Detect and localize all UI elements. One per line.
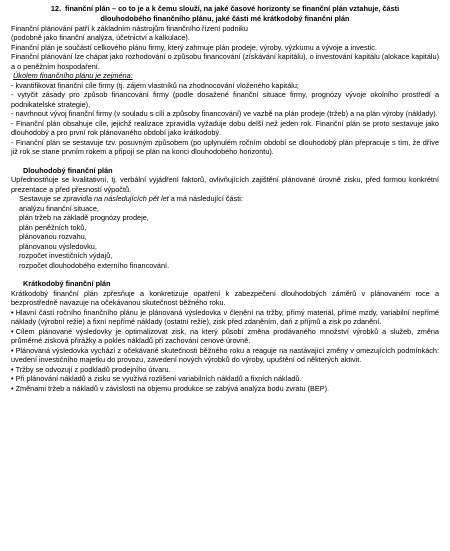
long-term-part: analýzu finanční situace, (19, 203, 99, 213)
heading-line-2: dlouhodobého finančního plánu, jaké části mé krátkodobý finanční plán (100, 13, 350, 23)
long-term-part: rozpočet dlouhodobého externího financování. (19, 260, 170, 270)
short-term-bullet: • Při plánování nákladů a zisku se využívá rozlišení variabilních nákladů a fixních nákladů. (11, 374, 302, 384)
task-item: - Finanční plán se sestavuje tzv. posuvným způsobem (po uplynulém ročním období se dlouhodobý plán přepracuje s tím, že dříve již rok se stane prvním rokem a připojí se plán na konci dlouhodobého horizontu). (11, 137, 439, 157)
short-term-intro: Krátkodobý finanční plán zpřesňuje a konkretizuje opatření k zabezpečení dlouhodobých záměrů v plánovaném roce a bezprostředně navazuje na očekávanou skutečnost běžného roku. (11, 288, 439, 308)
tasks-title: Úkolem finančního plánu je zejména: (13, 71, 133, 81)
task-item: - kvantifikovat finanční cíle firmy (tj. zájem vlastníků na zhodnocování vloženého kapitálu; (11, 80, 299, 90)
question-heading (11, 4, 439, 24)
long-term-plan-title: Dlouhodobý finanční plán (23, 165, 113, 175)
short-term-bullet: • Cílem plánované výsledovky je optimalizovat zisk, na který působí změna prodávaného množství výrobků a služeb, změna průměrné zisková přirážky a pokles nákladů při zachování cenové úrovně. (11, 326, 439, 346)
bullet-icon: • (11, 326, 14, 336)
bullet-icon: • (11, 383, 14, 393)
long-term-part: plán tržeb na základě prognózy prodeje, (19, 213, 149, 223)
bullet-icon: • (11, 374, 14, 384)
task-item: - vytyčit zásady pro způsob financování firmy (podle dosažené finanční situace firmy, prognózy vývoje okolního prostředí a podnikatelské strategie), (11, 90, 439, 109)
long-term-part: plán peněžních toků, (19, 222, 87, 232)
short-term-bullet: • Hlavní částí ročního finančního plánu je plánovaná výsledovka v členění na tržby, přímý materiál, přímé mzdy, variabilní nepřímé náklady (výrobní režie) a fixní nepřímé náklady (ostatní režie), zisk před zdaněním, daň z příjmů a zisk po zdanění. (11, 307, 439, 327)
bullet-icon: • (11, 364, 14, 374)
bullet-icon: • (11, 345, 14, 355)
intro-paragraph-plan: Finanční plán je součástí celkového plánu firmy, který zahrnuje plán prodeje, výroby, výzkumu a vývoje a investic. (11, 42, 377, 52)
short-term-bullet: • Tržby se odvozují z podkladů prodejního útvaru. (11, 364, 171, 374)
long-term-intro: Upřednostňuje se kvalitativní, tj. verbální vyjádření faktorů, ovlivňujících zajištění plánované úrovně zisku, před formou konkrétní prezentace a před přesností výpočtů. (11, 175, 439, 194)
long-term-part: plánovanou rozvahu, (19, 232, 87, 242)
long-term-lead: Sestavuje se zpravidla na následujících pět let a má následující části: (19, 194, 243, 204)
short-term-plan-title: Krátkodobý finanční plán (23, 279, 111, 289)
bullet-icon: • (11, 307, 14, 317)
question-number: 12. (50, 4, 61, 13)
intro-line-2: (podobně jako finanční analýza, účetnictví a kalkulace). (11, 33, 190, 43)
short-term-bullet: • Změnami tržeb a nákladů v závislosti na objemu produkce se zabývá analýza bodu zvratu (BEP). (11, 383, 330, 393)
intro-line-1: Finanční plánování patří k základním nástrojům finančního řízení podniku (11, 23, 248, 33)
intro-paragraph-planning: Finanční plánování lze chápat jako rozhodování o způsobu financování (získávání kapitálu), o investování kapitálu (alokace kapitálu) a o peněžním hospodaření. (11, 52, 439, 71)
short-term-bullet: • Plánovaná výsledovka vychází z očekávané skutečnosti běžného roku a reaguje na nastávající změny v omezujících podmínkách: uvedení investičního majetku do provozu, zavedení nových výrobků do výroby, upuštění od některých aktivit. (11, 345, 439, 365)
task-item: - navrhnout vývoj finanční firmy (v souladu s cíli a způsoby financování) ve vazbě na plán prodeje (tržeb) a na plán výroby (náklady). (11, 109, 438, 119)
long-term-part: rozpočet investičních výdajů, (19, 251, 113, 261)
long-term-part: plánovanou výsledovku, (19, 241, 97, 251)
heading-line-1: finanční plán – co to je a k čemu slouží, na jaké časové horizonty se finanční plán vztahuje, části (65, 4, 400, 13)
task-item: - Finanční plán obsahuje cíle, jejichž realizace zpravidla vyžaduje dobu delší než jeden rok. Finanční plán se proto sestavuje jako dlouhodobý a pro první rok plánovaného období jako krátkodobý. (11, 118, 439, 138)
